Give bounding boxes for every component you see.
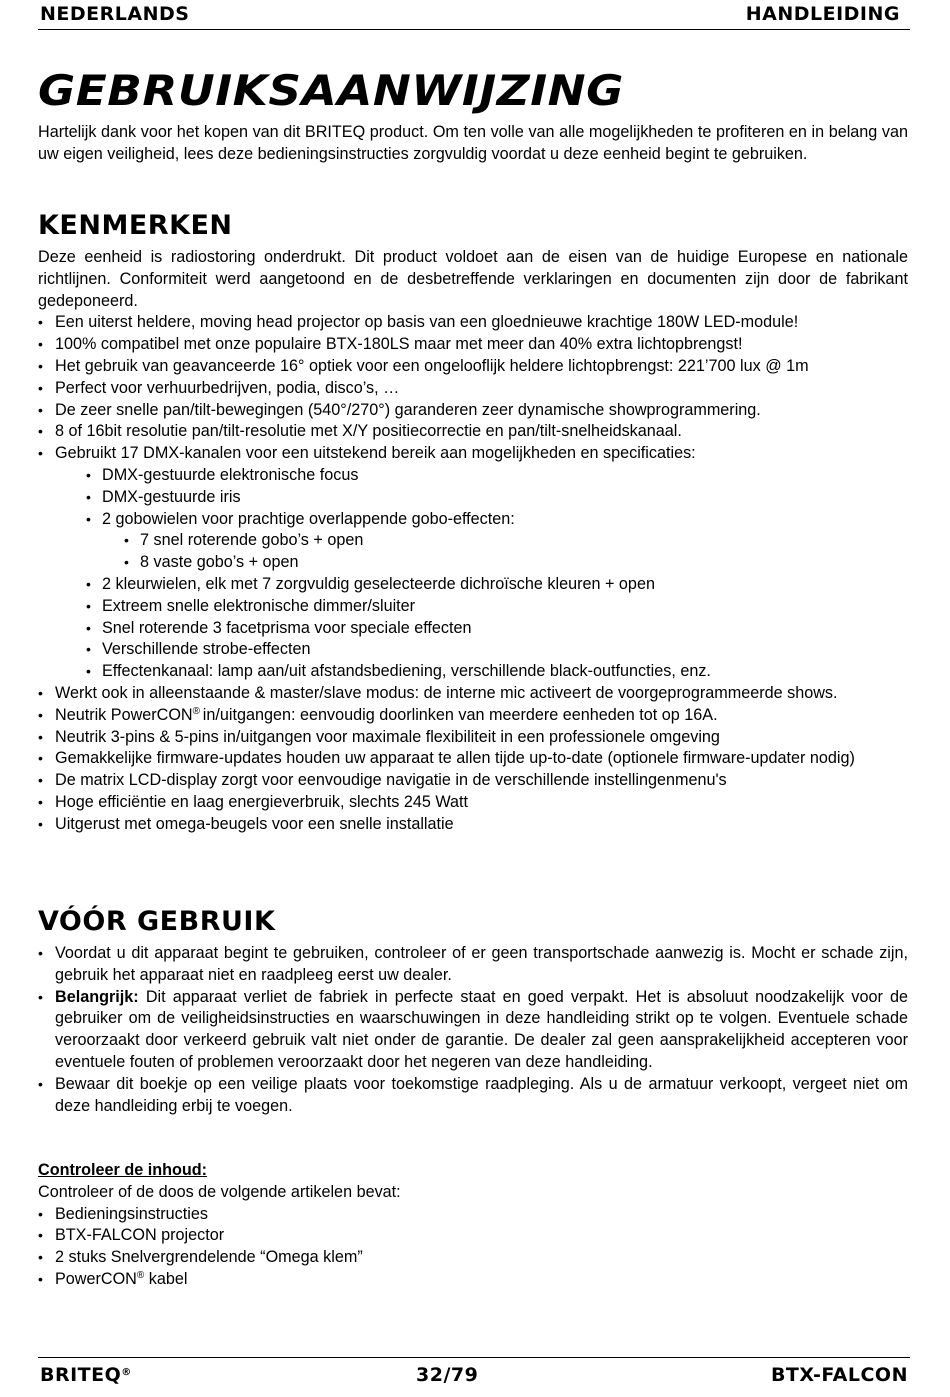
bullet-icon: • (38, 314, 43, 331)
bullet-icon: • (38, 379, 43, 396)
sub-list-item: • Snel roterende 3 facetprisma voor speciale effecten (38, 618, 908, 640)
contents-list (38, 1204, 908, 1291)
page-number: 32/79 (416, 1364, 479, 1386)
list-item: • Een uiterst heldere, moving head projector op basis van een gloednieuwe krachtige 180W LED-module! (38, 312, 908, 334)
list-item: • PowerCON® kabel (38, 1269, 908, 1291)
registered-mark: ® (121, 1367, 132, 1378)
page-header (38, 3, 910, 30)
intro-text: Hartelijk dank voor het kopen van dit BRITEQ product. Om ten volle van alle mogelijkheden te profiteren en in belang van uw eigen veiligheid, lees deze bedieningsinstructies zorgvuldig voordat u deze eenheid begint te gebruiken. (38, 123, 908, 163)
footer-model: BTX-FALCON (770, 1364, 908, 1386)
sub-list-item: • Extreem snelle elektronische dimmer/sluiter (38, 596, 908, 618)
bullet-icon: • (86, 575, 91, 592)
list-item: • Het gebruik van geavanceerde 16° optiek voor een ongelooflijk heldere lichtopbrengst: 221’700 lux @ 1m (38, 356, 908, 378)
features-text: Deze eenheid is radiostoring onderdrukt. Dit product voldoet aan de eisen van de huidige Europese en nationale richtlijnen. Conformiteit werd aangetoond en de desbetreffende verklaringen en documenten zijn door de fabrikant gedeponeerd. (38, 248, 908, 310)
list-item: • BTX-FALCON projector (38, 1225, 908, 1247)
sub-list-item: • 2 gobowielen voor prachtige overlappende gobo-effecten: (38, 509, 908, 531)
list-item: • 2 stuks Snelvergrendelende “Omega klem” (38, 1247, 908, 1269)
bullet-icon: • (38, 1249, 43, 1266)
footer-brand: BRITEQ® (40, 1364, 132, 1386)
list-item: • Perfect voor verhuurbedrijven, podia, disco’s, … (38, 378, 908, 400)
bullet-icon: • (38, 423, 43, 440)
list-item: • Voordat u dit apparaat begint te gebruiken, controleer of er geen transportschade aanwezig is. Mocht er schade zijn, gebruik het apparaat niet en raadpleeg eerst uw dealer. (38, 944, 908, 984)
list-item: • Uitgerust met omega-beugels voor een snelle installatie (38, 814, 908, 836)
list-item: • Werkt ook in alleenstaande & master/slave modus: de interne mic activeert de voorgeprogrammeerde shows. (38, 683, 908, 705)
registered-mark: ® (136, 1269, 145, 1281)
header-doc-type: HANDLEIDING (745, 3, 900, 25)
list-item: • Gemakkelijke firmware-updates houden uw apparaat te allen tijde up-to-date (optionele firmware-updater nodig) (38, 748, 908, 770)
list-item: • De zeer snelle pan/tilt-bewegingen (540°/270°) garanderen zeer dynamische showprogrammering. (38, 400, 908, 422)
bullet-icon: • (38, 1227, 43, 1244)
list-item: • Bewaar dit boekje op een veilige plaats voor toekomstige raadpleging. Als u de armatuur verkoopt, vergeet niet om deze handleiding erbij te voegen. (38, 1074, 908, 1115)
contents-heading: Controleer de inhoud: (38, 1161, 208, 1179)
page-title: GEBRUIKSAANWIJZING (38, 66, 624, 115)
important-label: Belangrijk: (55, 987, 139, 1006)
before-use-section (38, 906, 908, 1117)
page-footer (38, 1357, 910, 1390)
bullet-icon: • (38, 750, 43, 767)
bullet-icon: • (86, 641, 91, 658)
registered-mark: ® (192, 705, 203, 717)
bullet-icon: • (38, 988, 43, 1005)
bullet-icon: • (38, 728, 43, 745)
bullet-icon: • (38, 1270, 43, 1287)
header-language: NEDERLANDS (40, 3, 190, 25)
bullet-icon: • (86, 466, 91, 483)
bullet-icon: • (38, 815, 43, 832)
bullet-icon: • (38, 772, 43, 789)
sub-list-item: • DMX-gestuurde iris (38, 487, 908, 509)
bullet-icon: • (86, 488, 91, 505)
before-use-list (38, 943, 908, 1117)
features-list (38, 312, 908, 835)
gobo-list-item: • 8 vaste gobo’s + open (38, 552, 908, 574)
bullet-icon: • (86, 619, 91, 636)
contents-section (38, 1160, 908, 1291)
sub-list-item: • 2 kleurwielen, elk met 7 zorgvuldig geselecteerde dichroïsche kleuren + open (38, 574, 908, 596)
bullet-icon: • (38, 706, 43, 723)
list-item: • De matrix LCD-display zorgt voor eenvoudige navigatie in de verschillende instellingenmenu's (38, 770, 908, 792)
sub-list-item: • DMX-gestuurde elektronische focus (38, 465, 908, 487)
bullet-icon: • (38, 401, 43, 418)
contents-text: Controleer of de doos de volgende artikelen bevat: (38, 1182, 401, 1201)
features-section (38, 210, 908, 836)
bullet-icon: • (38, 684, 43, 701)
bullet-icon: • (86, 663, 91, 680)
list-item: • Bedieningsinstructies (38, 1204, 908, 1226)
list-item: • 8 of 16bit resolutie pan/tilt-resolutie met X/Y positiecorrectie en pan/tilt-snelheidskanaal. (38, 421, 908, 443)
bullet-icon: • (86, 597, 91, 614)
bullet-icon: • (38, 445, 43, 462)
bullet-icon: • (38, 1205, 43, 1222)
features-heading: KENMERKEN (38, 210, 233, 241)
list-item: • Neutrik 3-pins & 5-pins in/uitgangen voor maximale flexibiliteit in een professionele omgeving (38, 727, 908, 749)
bullet-icon: • (124, 532, 129, 549)
list-item: • 100% compatibel met onze populaire BTX-180LS maar met meer dan 40% extra lichtopbrengst! (38, 334, 908, 356)
bullet-icon: • (38, 336, 43, 353)
list-item: • Gebruikt 17 DMX-kanalen voor een uitstekend bereik aan mogelijkheden en specificaties: (38, 443, 908, 465)
list-item: • Neutrik PowerCON® in/uitgangen: eenvoudig doorlinken van meerdere eenheden tot op 16A. (38, 705, 908, 727)
bullet-icon: • (38, 945, 43, 961)
bullet-icon: • (38, 1075, 43, 1092)
list-item: • Belangrijk: Dit apparaat verliet de fabriek in perfecte staat en goed verpakt. Het is absoluut noodzakelijk voor de gebruiker om de veiligheidsinstructies en waarschuwingen in deze handleiding strikt op te volgen. Eventuele schade veroorzaakt door verkeerd gebruik valt niet onder de garantie. De dealer zal geen aansprakelijkheid accepteren voor eventuele fouten of problemen veroorzaakt door het negeren van deze handleiding. (38, 987, 908, 1071)
bullet-icon: • (38, 793, 43, 810)
intro-section (38, 122, 908, 166)
sub-list-item: • Effectenkanaal: lamp aan/uit afstandsbediening, verschillende black-outfuncties, enz. (38, 661, 908, 683)
list-item: • Hoge efficiëntie en laag energieverbruik, slechts 245 Watt (38, 792, 908, 814)
sub-list-item: • Verschillende strobe-effecten (38, 639, 908, 661)
bullet-icon: • (86, 510, 91, 527)
bullet-icon: • (124, 554, 129, 571)
gobo-list-item: • 7 snel roterende gobo’s + open (38, 530, 908, 552)
before-use-heading: VÓÓR GEBRUIK (38, 906, 276, 937)
bullet-icon: • (38, 357, 43, 374)
